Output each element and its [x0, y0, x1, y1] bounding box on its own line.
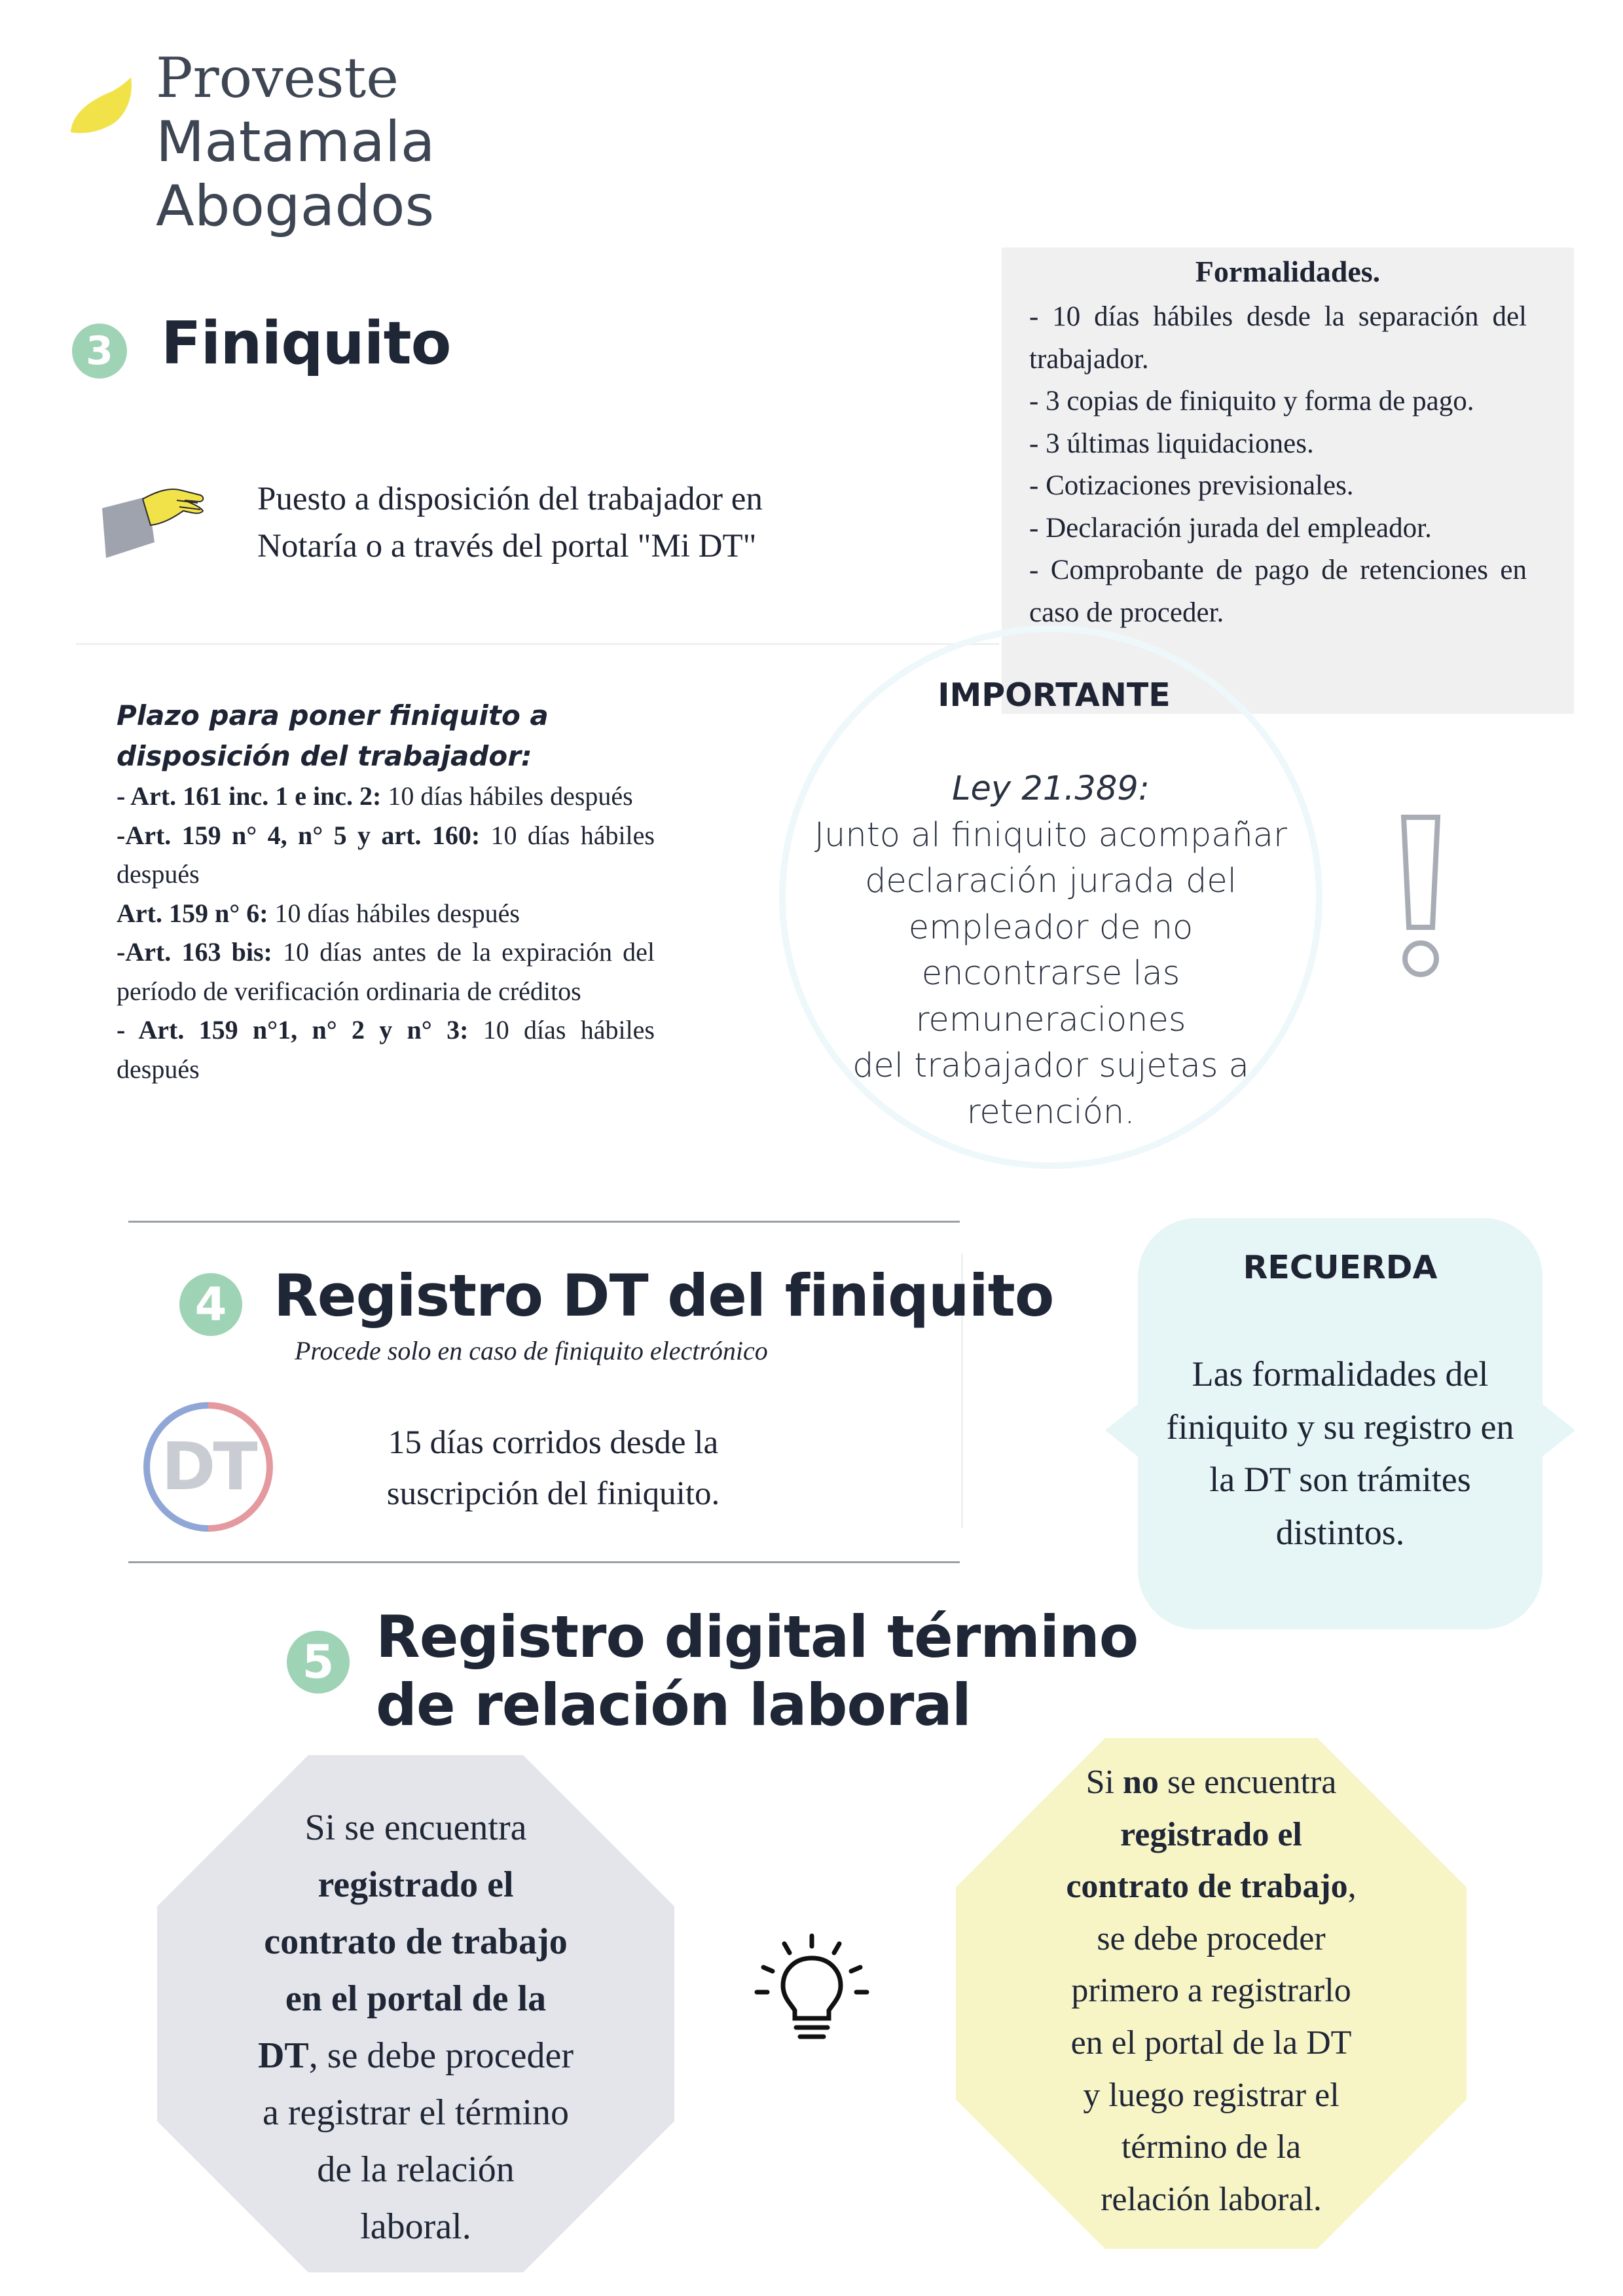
section-title-finiquito: Finiquito — [161, 309, 451, 378]
article-ref: Art. 159 n° 6: — [117, 898, 268, 928]
octagon-line: registrado el — [318, 1864, 514, 1905]
octagon-line — [976, 1756, 1447, 1809]
lightbulb-icon — [753, 1932, 871, 2050]
list-item: - 10 días hábiles desde la separación del trabajador. — [1029, 301, 1527, 375]
recuerda-title: RECUERDA — [1243, 1249, 1438, 1286]
article-deadline: 10 días antes de la expiración del período de verificación ordinaria de créditos — [117, 937, 655, 1006]
registro-dt-description — [347, 1417, 759, 1519]
recuerda-line: Las formalidades del — [1192, 1354, 1489, 1394]
list-item: - Declaración jurada del empleador. — [1029, 512, 1432, 544]
octagon-line: de la relación — [317, 2149, 515, 2190]
octagon-line: término de la — [1121, 2128, 1302, 2166]
octagon-text: se encuentra — [1158, 1764, 1337, 1801]
recuerda-text — [1138, 1348, 1542, 1559]
section-title-line-2: de relación laboral — [376, 1671, 971, 1739]
importante-line: Junto al finiquito acompañar — [814, 815, 1287, 855]
article-ref: - Art. 159 n°1, n° 2 y n° 3: — [117, 1015, 469, 1045]
octagon-line: contrato de trabajo — [264, 1921, 568, 1962]
hand-icon — [102, 485, 227, 563]
recuerda-line: finiquito y su registro en — [1166, 1407, 1514, 1447]
importante-line: empleador de no — [908, 908, 1194, 947]
plazo-list — [117, 777, 655, 1088]
octagon-line: relación laboral. — [1101, 2180, 1322, 2218]
list-item: - 3 últimas liquidaciones. — [1029, 428, 1314, 459]
importante-line: del trabajador sujetas a — [852, 1046, 1249, 1085]
formalidades-list — [1029, 296, 1527, 634]
finiquito-description-line-1: Puesto a disposición del trabajador en — [257, 481, 763, 517]
finiquito-description — [257, 475, 763, 570]
octagon-line — [976, 1861, 1447, 1913]
octagon-text: , — [1347, 1868, 1357, 1906]
formalidades-title: Formalidades. — [1195, 255, 1381, 288]
section-number-badge: 3 — [72, 324, 127, 379]
importante-line: declaración jurada del — [865, 862, 1237, 900]
octagon-bold-text: contrato de trabajo — [1066, 1868, 1348, 1906]
plazo-title-line-1: Plazo para poner finiquito a — [117, 699, 549, 731]
octagon-line: y luego registrar el — [1083, 2076, 1340, 2114]
logo-line-2: Matamala — [156, 109, 435, 175]
octagon-gray-text — [177, 1800, 655, 2255]
importante-line: retención. — [966, 1092, 1135, 1132]
section-subtitle: Procede solo en caso de finiquito electrónico — [295, 1336, 768, 1365]
article-deadline: 10 días hábiles después — [381, 781, 633, 811]
list-item: - Comprobante de pago de retenciones en caso de proceder. — [1029, 555, 1527, 628]
logo-bird-icon — [65, 73, 137, 139]
plazo-title-line-2: disposición del trabajador: — [117, 740, 532, 772]
article-deadline: 10 días hábiles después — [117, 820, 655, 889]
dt-logo-text: DT — [161, 1428, 255, 1505]
section-title-registro-digital — [376, 1603, 1138, 1739]
section-divider — [128, 1221, 960, 1223]
octagon-line: en el portal de la — [285, 1978, 547, 2019]
octagon-text: , se debe proceder — [308, 2035, 574, 2076]
article-deadline: 10 días hábiles después — [268, 898, 520, 928]
octagon-yellow-text — [976, 1756, 1447, 2225]
section-divider — [128, 1561, 960, 1563]
list-item — [117, 1010, 655, 1088]
octagon-line: a registrar el término — [262, 2092, 569, 2133]
list-item — [117, 777, 655, 816]
list-item — [117, 816, 655, 894]
octagon-line: Si se encuentra — [304, 1807, 527, 1848]
article-deadline: 10 días hábiles después — [117, 1015, 655, 1084]
importante-line: encontrarse las remuneraciones — [915, 954, 1186, 1039]
registro-dt-line-2: suscripción del finiquito. — [386, 1475, 720, 1512]
article-ref: - Art. 161 inc. 1 e inc. 2: — [117, 781, 382, 811]
exclamation-icon — [1395, 813, 1447, 984]
octagon-line — [177, 2028, 655, 2084]
recuerda-line: la DT son trámites — [1209, 1460, 1471, 1499]
octagon-line: se debe proceder — [1097, 1919, 1326, 1957]
octagon-text: Si — [1085, 1764, 1123, 1801]
section-number-badge: 5 — [287, 1631, 350, 1694]
importante-title: IMPORTANTE — [938, 676, 1171, 714]
plazo-title — [117, 695, 666, 777]
company-logo — [156, 46, 435, 238]
octagon-line: primero a registrarlo — [1071, 1972, 1351, 2010]
logo-line-1: Proveste — [156, 46, 399, 110]
registro-dt-line-1: 15 días corridos desde la — [388, 1424, 719, 1461]
octagon-line: en el portal de la DT — [1070, 2024, 1352, 2062]
article-ref: -Art. 159 n° 4, n° 5 y art. 160: — [117, 820, 481, 850]
section-number-badge: 4 — [179, 1273, 242, 1336]
octagon-bold-text: DT — [257, 2035, 309, 2076]
recuerda-line: distintos. — [1275, 1512, 1405, 1552]
octagon-bold-text: no — [1123, 1764, 1159, 1801]
list-item — [117, 894, 655, 933]
octagon-line: registrado el — [1120, 1815, 1302, 1853]
section-title-line-1: Registro digital término — [376, 1603, 1139, 1671]
importante-text — [795, 766, 1306, 1136]
importante-law: Ley 21.389: — [952, 769, 1150, 808]
list-item — [117, 933, 655, 1010]
section-title-registro-dt: Registro DT del finiquito — [274, 1262, 1054, 1329]
list-item: - 3 copias de finiquito y forma de pago. — [1029, 386, 1474, 417]
article-ref: -Art. 163 bis: — [117, 937, 272, 967]
octagon-line: laboral. — [360, 2206, 471, 2247]
list-item: - Cotizaciones previsionales. — [1029, 470, 1354, 501]
finiquito-description-line-2: Notaría o a través del portal "Mi DT" — [257, 528, 757, 565]
logo-line-3: Abogados — [156, 174, 435, 239]
